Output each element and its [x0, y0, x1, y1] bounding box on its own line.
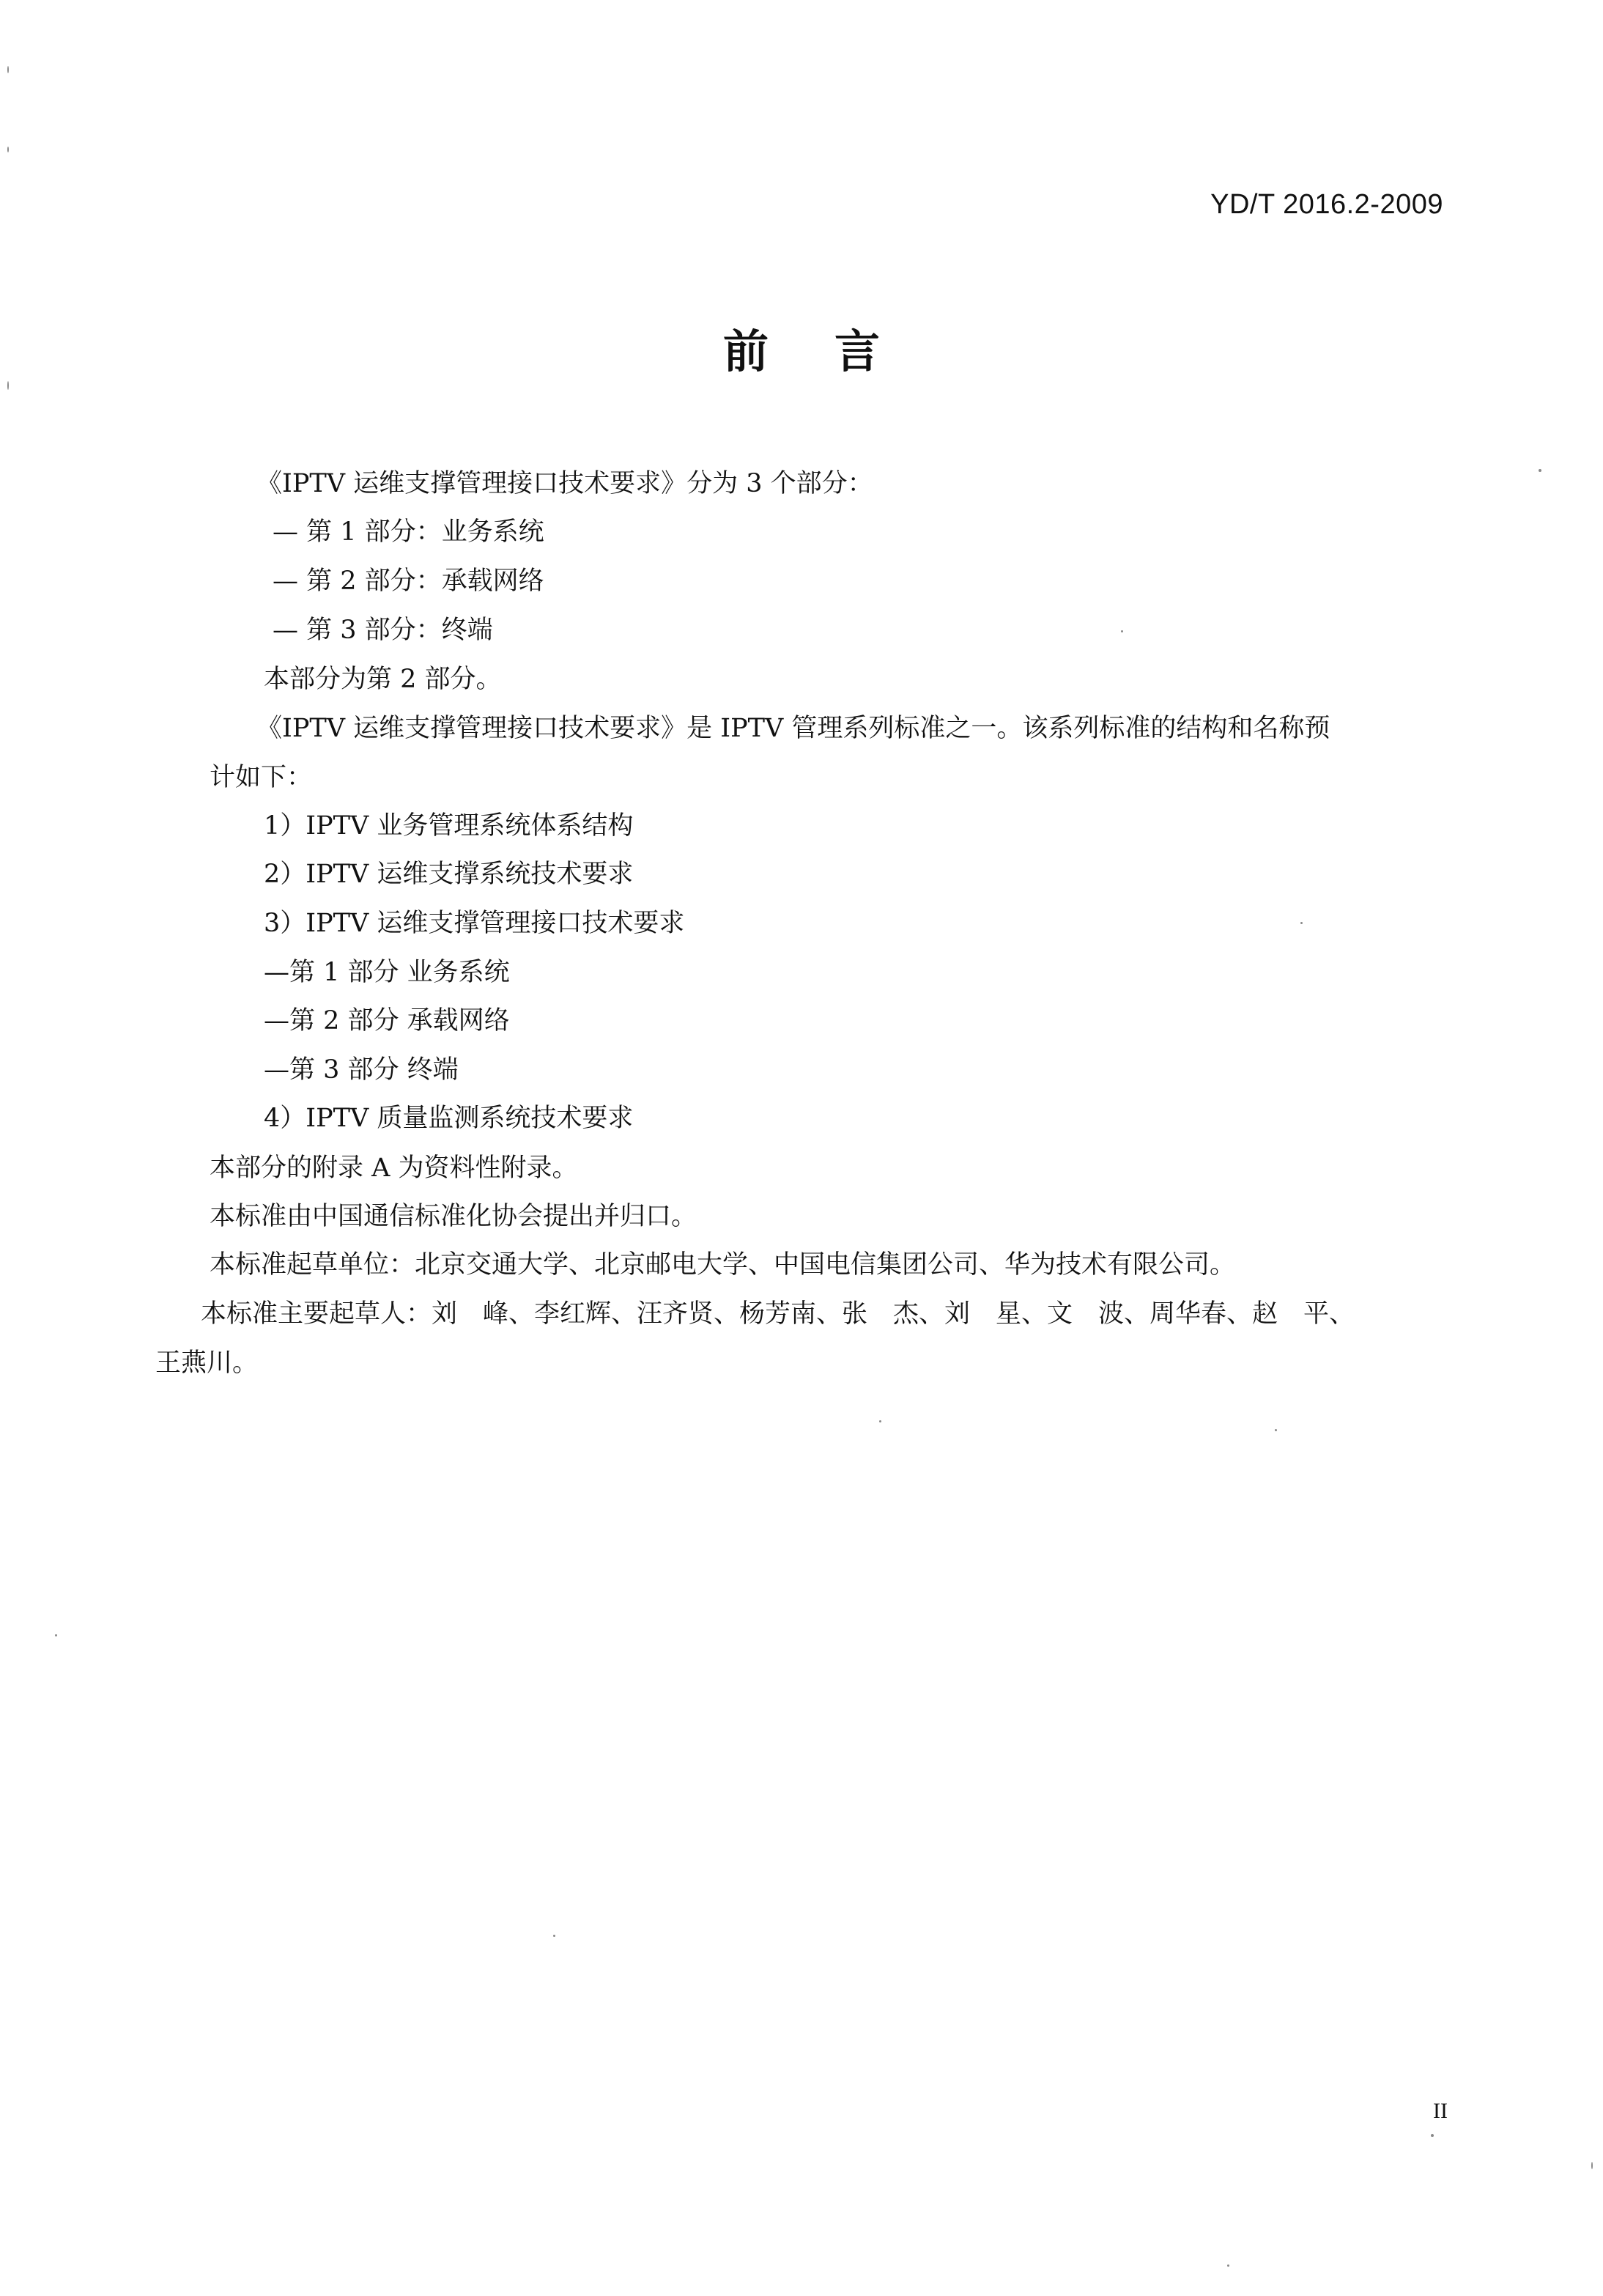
- body-line: 计如下：: [210, 763, 313, 792]
- body-line: 本标准由中国通信标准化协会提出并归口。: [210, 1202, 697, 1231]
- body-line: 本标准主要起草人：刘 峰、李红辉、汪齐贤、杨芳南、张 杰、刘 星、文 波、周华春、赵 平、: [201, 1299, 1355, 1329]
- body-line: —第 3 部分 终端: [264, 1055, 459, 1085]
- scan-speck: [7, 66, 9, 73]
- scan-speck: [879, 1420, 881, 1422]
- page-title: 前言: [722, 325, 946, 378]
- page-number: II: [1433, 2099, 1448, 2123]
- scan-speck: [1591, 2162, 1593, 2169]
- body-line: 王燕川。: [155, 1348, 259, 1378]
- body-line: —第 1 部分 业务系统: [264, 958, 510, 987]
- scan-speck: [7, 147, 9, 152]
- scan-speck: [553, 1935, 555, 1937]
- body-line: 《IPTV 运维支撑管理接口技术要求》分为 3 个部分：: [256, 469, 873, 498]
- body-line: 2）IPTV 运维支撑系统技术要求: [264, 860, 634, 889]
- scan-speck: [1300, 922, 1303, 924]
- standard-number: YD/T 2016.2-2009: [1210, 189, 1443, 220]
- scan-speck: [1431, 2134, 1434, 2137]
- body-line: 本部分为第 2 部分。: [264, 665, 502, 694]
- scan-speck: [1275, 1429, 1277, 1431]
- body-line: —第 2 部分 承载网络: [264, 1006, 510, 1036]
- scan-speck: [1539, 469, 1541, 472]
- scan-speck: [7, 381, 9, 390]
- body-line: 《IPTV 运维支撑管理接口技术要求》是 IPTV 管理系列标准之一。该系列标准的结构和名称预: [256, 714, 1330, 743]
- body-line: — 第 3 部分：终端: [273, 616, 493, 645]
- scan-speck: [55, 1634, 57, 1636]
- scan-speck: [1121, 630, 1123, 632]
- body-line: 3）IPTV 运维支撑管理接口技术要求: [264, 909, 685, 938]
- body-line: — 第 1 部分：业务系统: [273, 517, 544, 547]
- body-line: — 第 2 部分：承载网络: [273, 566, 544, 596]
- body-line: 本部分的附录 A 为资料性附录。: [210, 1153, 578, 1183]
- body-line: 4）IPTV 质量监测系统技术要求: [264, 1104, 634, 1133]
- body-line: 1）IPTV 业务管理系统体系结构: [264, 811, 634, 841]
- body-line: 本标准起草单位：北京交通大学、北京邮电大学、中国电信集团公司、华为技术有限公司。: [210, 1250, 1236, 1280]
- scan-speck: [1227, 2264, 1229, 2267]
